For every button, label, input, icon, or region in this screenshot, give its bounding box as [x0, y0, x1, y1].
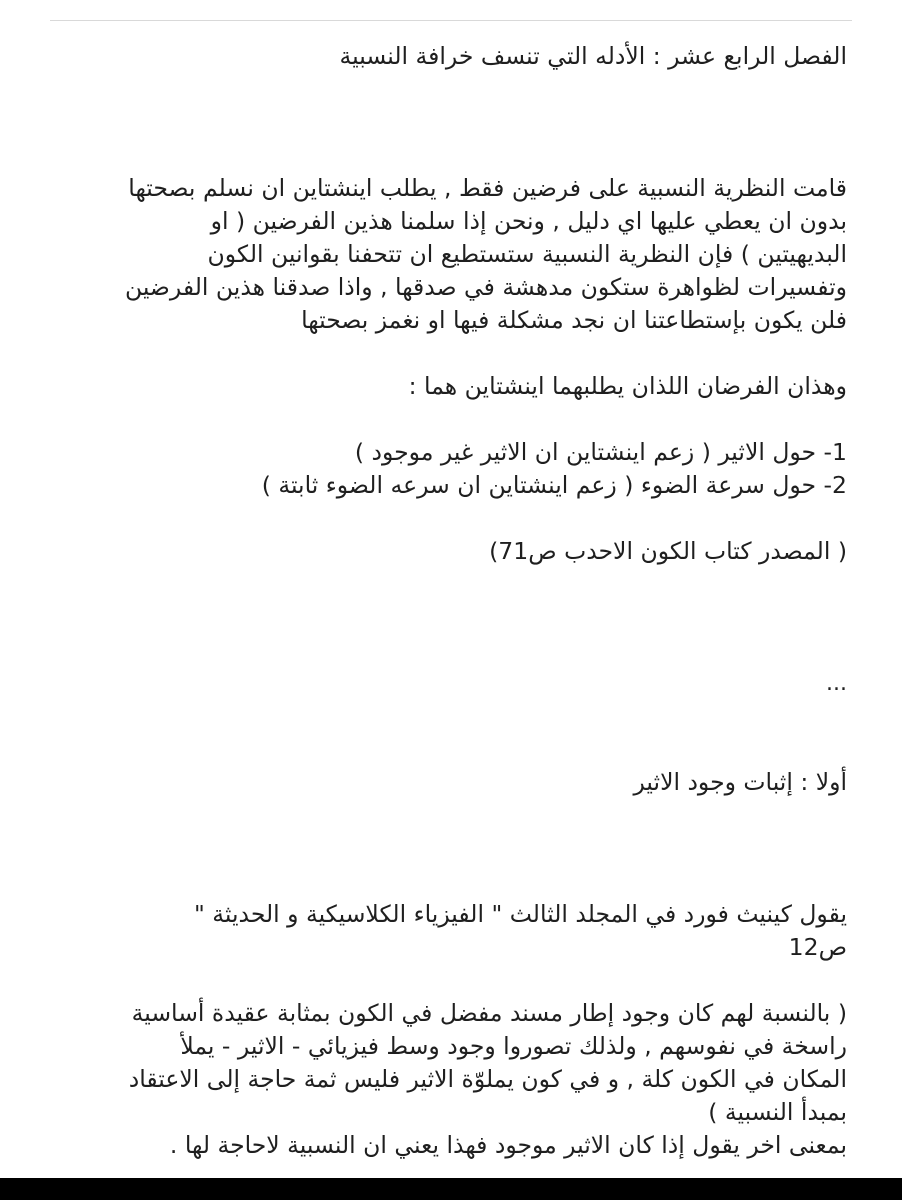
top-divider	[50, 20, 852, 21]
bottom-bar	[0, 1178, 902, 1200]
quote-intro-line: ص12	[788, 933, 847, 961]
intro-line: البديهيتين ) فإن النظرية النسبية ستستطيع ان تتحفنا بقوانين الكون	[207, 240, 847, 268]
spacer	[50, 403, 847, 436]
quote-paragraph	[50, 997, 847, 1162]
assumption-item: 2- حول سرعة الضوء ( زعم اينشتاين ان سرعه الضوء ثابتة )	[261, 471, 847, 499]
assumptions-heading: وهذان الفرضان اللذان يطلبهما اينشتاين هما :	[408, 372, 847, 400]
intro-line: قامت النظرية النسبية على فرضين فقط , يطلب اينشتاين ان نسلم بصحتها	[128, 174, 847, 202]
quote-line: بمعنى اخر يقول إذا كان الاثير موجود فهذا يعني ان النسبية لاحاجة لها .	[169, 1131, 847, 1159]
spacer	[50, 337, 847, 370]
intro-line: بدون ان يعطي عليها اي دليل , ونحن إذا سلمنا هذين الفرضين ( او	[210, 207, 847, 235]
spacer	[50, 502, 847, 535]
intro-line: وتفسيرات لظواهرة ستكون مدهشة في صدقها , واذا صدقنا هذين الفرضين	[124, 273, 847, 301]
ellipsis-separator: ...	[826, 671, 847, 696]
assumption-item: 1- حول الاثير ( زعم اينشتاين ان الاثير غير موجود )	[354, 438, 847, 466]
quote-line: راسخة في نفوسهم , ولذلك تصوروا وجود وسط فيزيائي - الاثير - يملأ	[180, 1032, 847, 1060]
spacer	[50, 799, 847, 898]
quote-intro	[50, 898, 847, 964]
quote-line: بمبدأ النسبية )	[708, 1098, 847, 1126]
source-reference: ( المصدر كتاب الكون الاحدب ص71)	[489, 537, 847, 565]
assumptions-list	[50, 436, 847, 502]
spacer	[50, 964, 847, 997]
spacer	[50, 700, 847, 766]
intro-line: فلن يكون بإستطاعتنا ان نجد مشكلة فيها او نغمز بصحتها	[301, 306, 847, 334]
section-heading-first: أولا : إثبات وجود الاثير	[633, 768, 847, 796]
document-body	[50, 40, 847, 1162]
spacer	[50, 568, 847, 667]
quote-intro-line: يقول كينيث فورد في المجلد الثالث " الفيزياء الكلاسيكية و الحديثة "	[193, 900, 847, 928]
intro-paragraph	[50, 172, 847, 337]
chapter-title: الفصل الرابع عشر : الأدله التي تنسف خرافة النسبية	[339, 42, 847, 70]
quote-line: ( بالنسبة لهم كان وجود إطار مسند مفضل في الكون بمثابة عقيدة أساسية	[131, 999, 847, 1027]
quote-line: المكان في الكون كلة , و في كون يملوّة الاثير فليس ثمة حاجة إلى الاعتقاد	[128, 1065, 847, 1093]
spacer	[50, 73, 847, 172]
